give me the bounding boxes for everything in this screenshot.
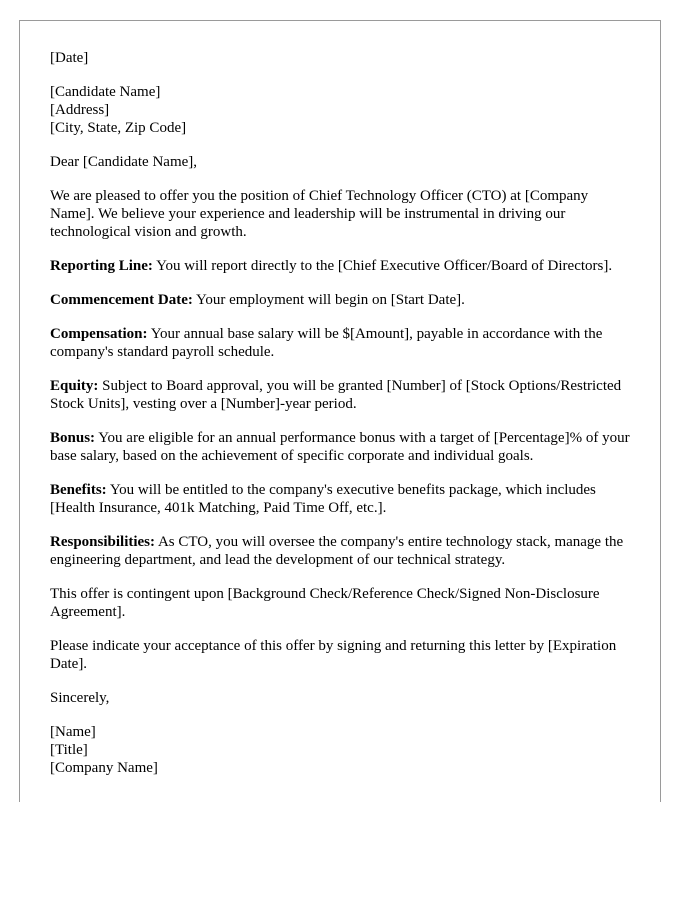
section-reporting-line [50, 257, 632, 275]
section-bonus [50, 429, 632, 465]
section-label: Commencement Date: [50, 292, 193, 308]
section-commencement-date [50, 291, 632, 309]
contingency-paragraph: This offer is contingent upon [Background Check/Reference Check/Signed Non-Disclosure Agreement]. [50, 586, 600, 620]
letter-date: [Date] [50, 50, 89, 66]
section-label: Responsibilities: [50, 534, 156, 550]
recipient-address: [Address] [50, 102, 110, 118]
recipient-name: [Candidate Name] [50, 84, 161, 100]
section-benefits [50, 481, 632, 517]
section-equity [50, 377, 632, 413]
intro-paragraph: We are pleased to offer you the position of Chief Technology Officer (CTO) at [Company Name]. We believe your experience and leadership will be instrumental in driving our technological vision and growth. [50, 188, 589, 240]
section-label: Bonus: [50, 430, 96, 446]
section-responsibilities [50, 533, 632, 569]
signer-company: [Company Name] [50, 760, 158, 776]
recipient-city-state-zip: [City, State, Zip Code] [50, 120, 187, 136]
salutation: Dear [Candidate Name], [50, 154, 198, 170]
section-text: Subject to Board approval, you will be granted [Number] of [Stock Options/Restricted Stock Units], vesting over a [Number]-year period. [50, 378, 622, 412]
closing: Sincerely, [50, 690, 110, 706]
signer-title: [Title] [50, 742, 88, 758]
section-text: You will be entitled to the company's executive benefits package, which includes [Health Insurance, 401k Matching, Paid Time Off, etc.]. [50, 482, 596, 516]
acceptance-paragraph: Please indicate your acceptance of this offer by signing and returning this letter by [Expiration Date]. [50, 638, 617, 672]
section-text: You will report directly to the [Chief Executive Officer/Board of Directors]. [152, 258, 613, 274]
section-label: Reporting Line: [50, 258, 153, 274]
recipient-block [50, 83, 632, 137]
section-label: Benefits: [50, 482, 107, 498]
section-compensation [50, 325, 632, 361]
section-text: Your employment will begin on [Start Date]. [192, 292, 465, 308]
section-text: You are eligible for an annual performance bonus with a target of [Percentage]% of your base salary, based on the achievement of specific corporate and individual goals. [50, 430, 630, 464]
signer-name: [Name] [50, 724, 96, 740]
section-text: Your annual base salary will be $[Amount], payable in accordance with the company's standard payroll schedule. [50, 326, 603, 360]
signature-block [50, 723, 632, 777]
section-label: Equity: [50, 378, 99, 394]
section-label: Compensation: [50, 326, 148, 342]
section-text: As CTO, you will oversee the company's entire technology stack, manage the engineering department, and lead the development of our technical strategy. [50, 534, 624, 568]
offer-letter [19, 20, 661, 802]
